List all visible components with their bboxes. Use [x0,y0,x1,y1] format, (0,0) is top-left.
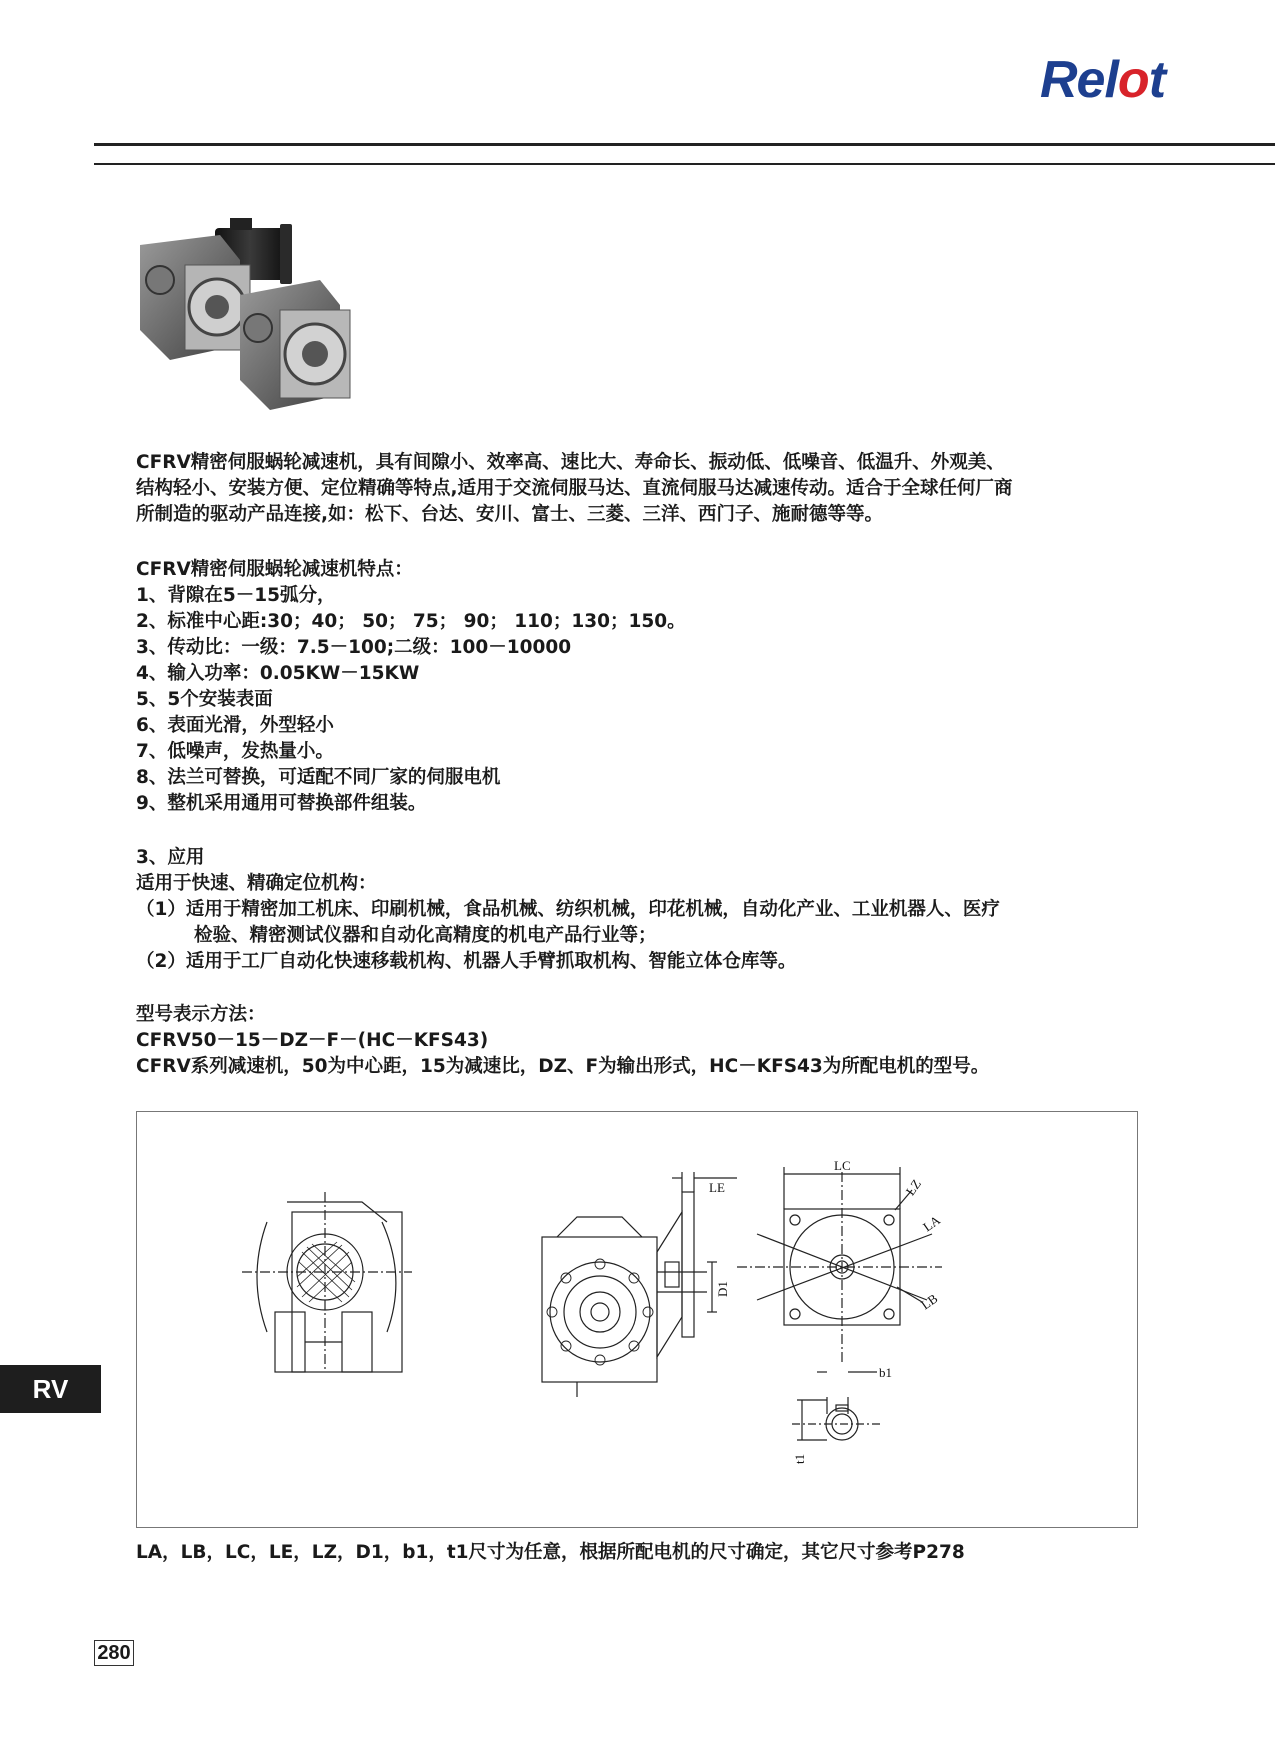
logo-text-accent: o [1117,51,1149,109]
features-section [136,557,686,817]
logo-text-left: Rel [1040,51,1118,109]
section-tab-rv: RV [0,1365,101,1413]
label-le: LE [709,1180,725,1195]
label-lz: LZ [902,1176,924,1199]
intro-line-3: 所制造的驱动产品连接,如：松下、台达、安川、富士、三菱、三洋、西门子、施耐德等等。 [136,504,884,525]
side-view [242,1192,412,1372]
label-b1: b1 [879,1365,892,1380]
application-title: 3、应用 [136,847,205,868]
feature-item-7: 7、低噪声，发热量小。 [136,741,334,762]
features-title: CFRV精密伺服蜗轮减速机特点： [136,559,413,580]
application-item-1: （1）适用于精密加工机床、印刷机械，食品机械、纺织机械，印花机械，自动化产业、工业机器人、医疗 [136,899,1000,920]
model-section [136,1002,989,1080]
label-t1: t1 [792,1453,807,1464]
front-view [542,1172,737,1397]
header-rule-bottom [94,163,1275,165]
intro-paragraph [136,450,1013,528]
label-la: LA [920,1212,943,1235]
technical-drawing [136,1111,1138,1528]
model-explanation: CFRV系列减速机，50为中心距，15为减速比，DZ、F为输出形式，HC－KFS43为所配电机的型号。 [136,1056,990,1077]
application-section [136,845,1000,975]
label-d1: D1 [715,1281,730,1297]
label-lb: LB [918,1290,941,1313]
intro-line-2: 结构轻小、安装方便、定位精确等特点,适用于交流伺服马达、直流伺服马达减速传动。适合于全球任何厂商 [136,478,1013,499]
header-rule-top [94,143,1275,146]
feature-item-4: 4、输入功率：0.05KW－15KW [136,663,420,684]
feature-item-3: 3、传动比：一级：7.5－100;二级：100－10000 [136,637,572,658]
feature-item-6: 6、表面光滑，外型轻小 [136,715,334,736]
brand-logo [1040,52,1226,108]
feature-item-2: 2、标准中心距:30；40； 50； 75； 90； 110；130；150。 [136,611,686,632]
product-photo [130,210,380,415]
drawing-canvas [137,1112,1137,1527]
feature-item-9: 9、整机采用通用可替换部件组装。 [136,793,427,814]
flange-view [737,1167,942,1440]
logo-text-right: t [1148,51,1166,109]
model-title: 型号表示方法： [136,1004,266,1025]
application-subtitle: 适用于快速、精确定位机构： [136,873,377,894]
dimension-note: LA，LB，LC，LE，LZ，D1，b1，t1尺寸为任意，根据所配电机的尺寸确定，其它尺寸参考P278 [136,1542,965,1563]
label-lc: LC [834,1158,851,1173]
application-item-2: （2）适用于工厂自动化快速移载机构、机器人手臂抓取机构、智能立体仓库等。 [136,951,797,972]
feature-item-8: 8、法兰可替换，可适配不同厂家的伺服电机 [136,767,501,788]
model-example: CFRV50－15－DZ－F－(HC－KFS43) [136,1030,489,1051]
feature-item-1: 1、背隙在5－15弧分， [136,585,336,606]
intro-line-1: CFRV精密伺服蜗轮减速机，具有间隙小、效率高、速比大、寿命长、振动低、低噪音、低温升、外观美、 [136,452,1005,473]
feature-item-5: 5、5个安装表面 [136,689,273,710]
application-item-1-cont: 检验、精密测试仪器和自动化高精度的机电产品行业等； [194,925,657,946]
page-number: 280 [94,1640,134,1666]
